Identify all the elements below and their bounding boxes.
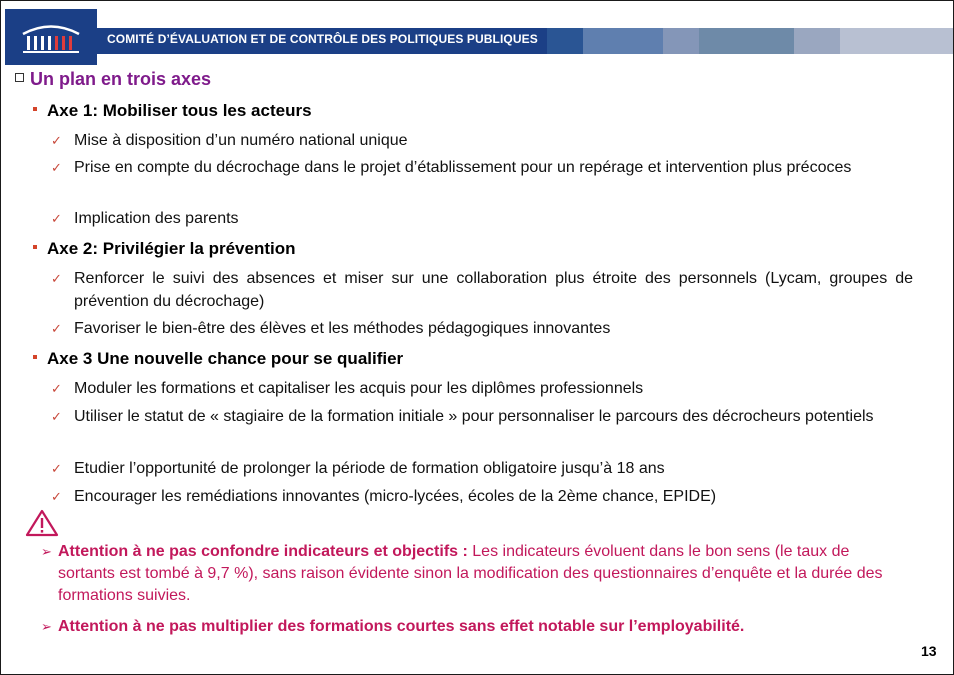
check-icon: ✓: [51, 409, 62, 424]
check-icon: ✓: [51, 489, 62, 504]
axe-3-item: ✓ Etudier l’opportunité de prolonger la période de formation obligatoire jusqu’à 18 ans: [51, 457, 913, 480]
checkbox-bullet-icon: [15, 73, 24, 82]
check-icon: ✓: [51, 271, 62, 286]
axe-3-item: ✓ Encourager les remédiations innovantes (micro-lycées, écoles de la 2ème chance, EPIDE): [51, 485, 913, 508]
header-bar-segment: [840, 28, 953, 54]
slide-heading: [15, 69, 211, 90]
slide-heading-text: Un plan en trois axes: [30, 69, 212, 89]
check-icon: ✓: [51, 381, 62, 396]
arrow-bullet-icon: ➢: [41, 544, 52, 559]
square-bullet-icon: [33, 245, 37, 249]
check-icon: ✓: [51, 321, 62, 336]
check-icon: ✓: [51, 461, 62, 476]
warning-triangle-icon: [25, 509, 59, 542]
warning-note-text: Les indicateurs évoluent dans le bon sens (le taux de sortants est tombé à 9,7 %), sans raison évidente sinon la modification des questionnaires d’enquête et la durée des formations suivies.: [58, 543, 883, 604]
square-bullet-icon: [33, 355, 37, 359]
axe-3-item: ✓ Utiliser le statut de « stagiaire de la formation initiale » pour personnaliser le parcours des décrocheurs potentiels: [51, 405, 913, 428]
check-icon: ✓: [51, 211, 62, 226]
axe-3-item: ✓ Moduler les formations et capitaliser les acquis pour les diplômes professionnels: [51, 377, 913, 400]
axe-2-item: ✓ Favoriser le bien-être des élèves et les méthodes pédagogiques innovantes: [51, 317, 913, 340]
axe-3-title: Axe 3 Une nouvelle chance pour se qualifier: [33, 349, 403, 369]
arrow-bullet-icon: ➢: [41, 619, 52, 634]
header-bar-segment: [663, 28, 699, 54]
check-icon: ✓: [51, 133, 62, 148]
header-title: COMITÉ D’ÉVALUATION ET DE CONTRÔLE DES POLITIQUES PUBLIQUES: [107, 32, 538, 46]
header-bar-segment: [794, 28, 840, 54]
axe-1-item: ✓ Mise à disposition d’un numéro national unique: [51, 129, 913, 152]
axe-1-item: ✓ Implication des parents: [51, 207, 913, 230]
axe-2-title: Axe 2: Privilégier la prévention: [33, 239, 295, 259]
warning-note-bold: Attention à ne pas multiplier des formations courtes sans effet notable sur l’employabilité.: [58, 618, 745, 635]
warning-note-bold: Attention à ne pas confondre indicateurs et objectifs :: [58, 543, 468, 560]
axe-2-item: ✓ Renforcer le suivi des absences et miser sur une collaboration plus étroite des personnels (Lycam, groupes de prévention du décrochage): [51, 267, 913, 313]
header-bar-segment: [699, 28, 794, 54]
square-bullet-icon: [33, 107, 37, 111]
header-bar-segment: [547, 28, 583, 54]
warning-note: [41, 541, 901, 607]
header-bar-segment: [583, 28, 663, 54]
check-icon: ✓: [51, 160, 62, 175]
page-number: 13: [921, 643, 937, 659]
warning-note: [41, 616, 901, 638]
axe-1-item: ✓ Prise en compte du décrochage dans le projet d’établissement pour un repérage et intervention plus précoces: [51, 156, 913, 179]
axe-1-title: Axe 1: Mobiliser tous les acteurs: [33, 101, 312, 121]
